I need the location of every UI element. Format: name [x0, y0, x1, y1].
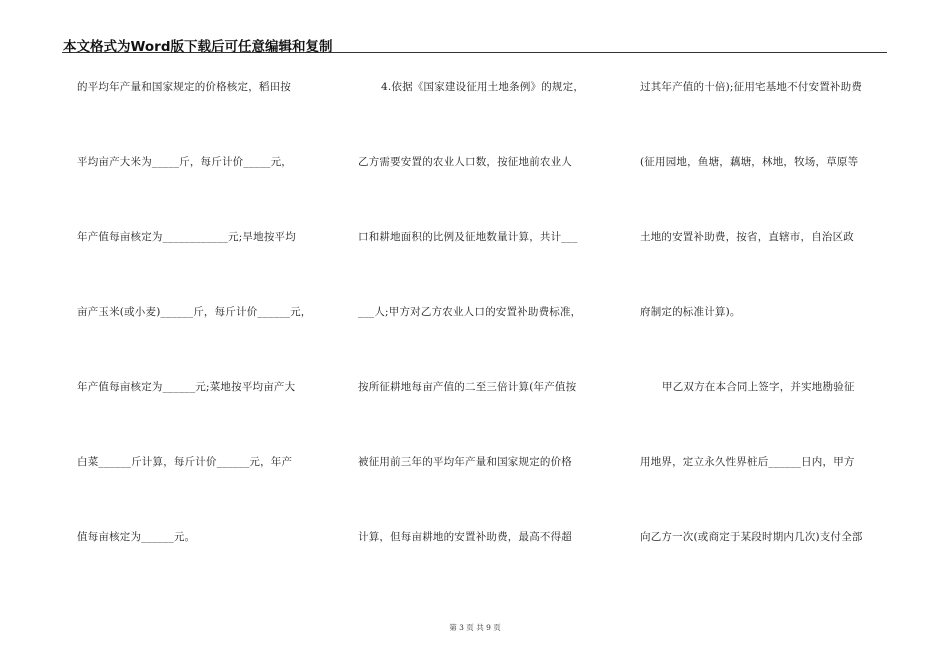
- text-line: 年产值每亩核定为____________元;旱地按平均: [77, 231, 296, 243]
- text-line: (征用园地，鱼塘，藕塘，林地，牧场，草原等: [640, 156, 859, 168]
- text-line: 的平均年产量和国家规定的价格核定，稻田按: [77, 81, 291, 93]
- text-line: 年产值每亩核定为______元;菜地按平均亩产大: [77, 381, 296, 393]
- text-line: 白菜______斤计算，每斤计价______元，年产: [77, 456, 293, 468]
- text-line: 口和耕地面积的比例及征地数量计算，共计___: [358, 231, 578, 243]
- text-line: 平均亩产大米为_____斤，每斤计价_____元，: [77, 156, 292, 168]
- text-line: 向乙方一次(或商定于某段时期内几次)支付全部: [640, 531, 863, 543]
- text-line: ___人;甲方对乙方农业人口的安置补助费标准，: [358, 306, 582, 318]
- text-line: 亩产玉米(或小麦)______斤，每斤计价______元，: [77, 306, 312, 318]
- header-rule: [62, 52, 887, 53]
- text-line: 过其年产值的十倍);征用宅基地不付安置补助费: [640, 81, 863, 93]
- text-line: 土地的安置补助费，按省，直辖市，自治区政: [640, 231, 854, 243]
- text-line: 用地界，定立永久性界桩后______日内，甲方: [640, 456, 855, 468]
- text-line: 按所征耕地每亩产值的二至三倍计算(年产值按: [358, 381, 577, 393]
- text-line: 4.依据《国家建设征用土地条例》的规定，: [381, 81, 585, 93]
- text-line: 计算，但每亩耕地的安置补助费，最高不得超: [358, 531, 572, 543]
- text-line: 甲乙双方在本合同上签字，并实地勘验征: [662, 381, 855, 393]
- page-number: 第 3 页 共 9 页: [449, 623, 501, 632]
- text-line: 乙方需要安置的农业人口数，按征地前农业人: [358, 156, 572, 168]
- page-header-title: 本文格式为Word版下载后可任意编辑和复制: [63, 39, 333, 55]
- text-line: 府制定的标准计算)。: [640, 306, 741, 318]
- text-line: 值每亩核定为______元。: [77, 531, 196, 543]
- text-line: 被征用前三年的平均年产量和国家规定的价格: [358, 456, 572, 468]
